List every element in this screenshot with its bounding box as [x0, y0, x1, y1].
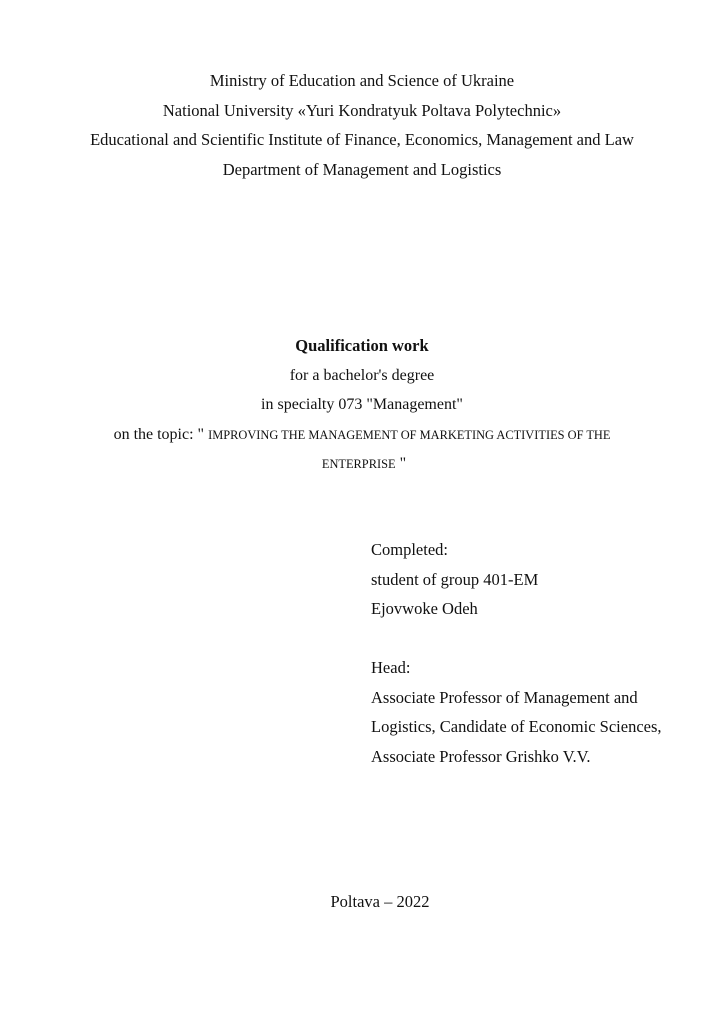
head-label: Head:	[371, 658, 411, 678]
topic-line-2	[0, 449, 724, 478]
student-name: Ejovwoke Odeh	[371, 599, 478, 619]
department-line: Department of Management and Logistics	[222, 159, 502, 179]
university-line: National University «Yuri Kondratyuk Poltava Polytechnic»	[162, 100, 562, 120]
work-title: Qualification work	[295, 336, 429, 355]
head-name: Associate Professor Grishko V.V.	[371, 747, 591, 767]
completed-label: Completed:	[371, 540, 448, 559]
topic-line-1	[0, 420, 724, 449]
ministry-line: Ministry of Education and Science of Ukraine	[209, 71, 515, 90]
place-year: Poltava – 2022	[330, 892, 430, 911]
institution-header	[0, 66, 724, 184]
institute-line: Educational and Scientific Institute of Finance, Economics, Management and Law	[90, 130, 634, 149]
block-spacer	[371, 624, 711, 653]
work-description	[0, 331, 724, 478]
topic-prefix: on the topic: "	[113, 425, 209, 443]
head-position-line-1: Associate Professor of Management and	[371, 687, 638, 707]
topic-title-part-2: ENTERPRISE	[321, 456, 396, 471]
head-position-line-2: Logistics, Candidate of Economic Sciences,	[371, 717, 662, 737]
student-group: student of group 401-EM	[371, 569, 539, 589]
topic-title-part-1: IMPROVING THE MANAGEMENT OF MARKETING ACTIVITIES OF THE	[208, 427, 611, 442]
authors-block	[371, 535, 711, 772]
specialty-line: in specialty 073 "Management"	[261, 396, 463, 413]
topic-suffix: "	[399, 454, 407, 472]
degree-line: for a bachelor's degree	[289, 366, 435, 384]
